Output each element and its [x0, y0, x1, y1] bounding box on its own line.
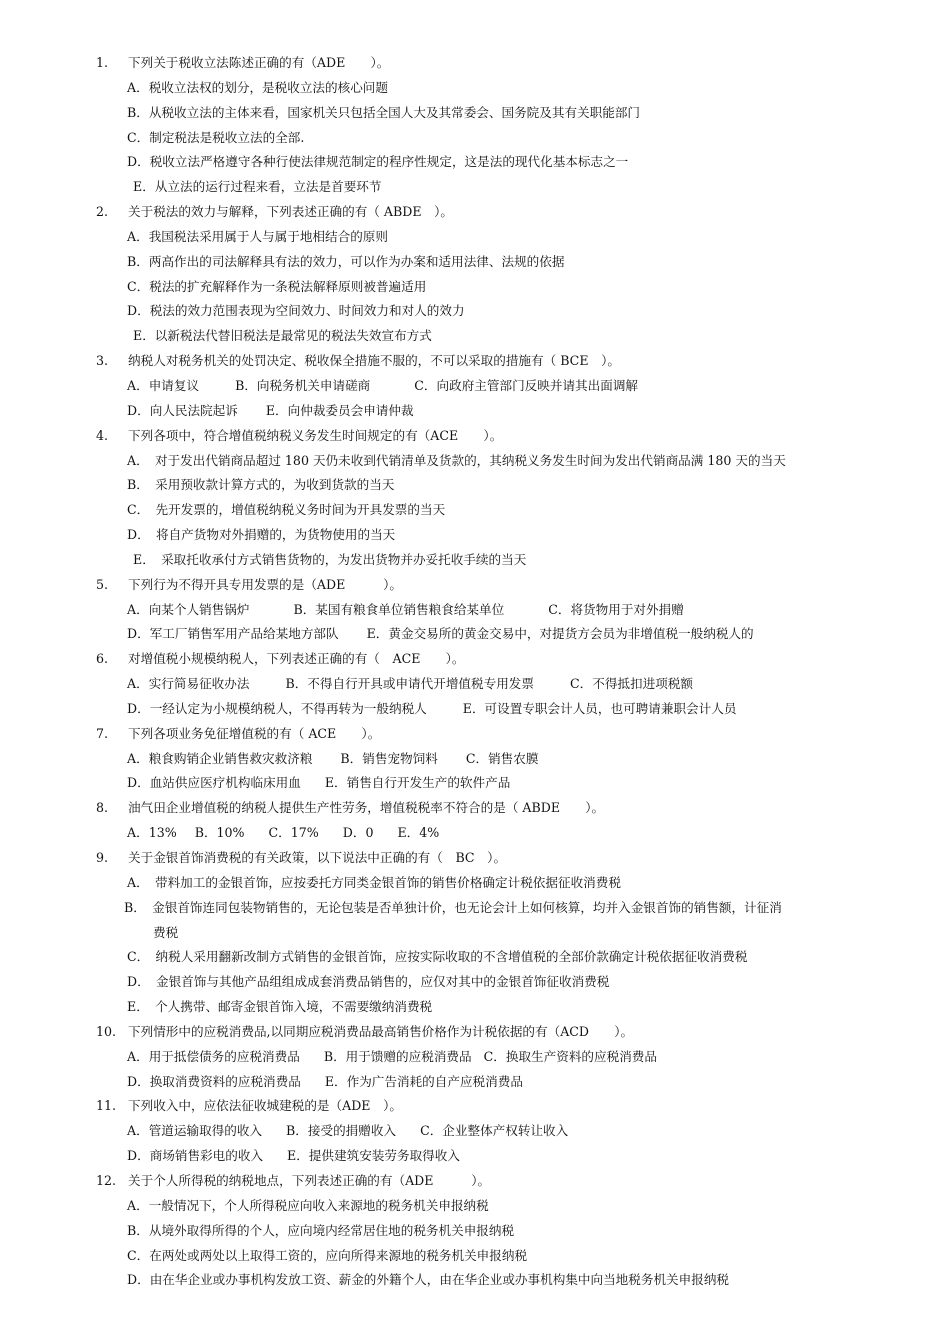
option-c: C．税法的扩充解释作为一条税法解释原则被普遍适用 — [127, 278, 427, 294]
option-a: A．用于抵偿债务的应税消费品 — [127, 1048, 300, 1064]
option-a: A．申请复议 — [127, 377, 200, 393]
question-number: 12. — [96, 1172, 117, 1188]
question-text: 纳税人对税务机关的处罚决定、税收保全措施不服的，不可以采取的措施有（ BCE ）。 — [128, 353, 620, 369]
option-c: C．换取生产资料的应税消费品 — [483, 1048, 657, 1064]
question-10 — [0, 1020, 950, 1045]
question-list — [0, 51, 950, 1293]
question-text: 下列各项业务免征增值税的有（ ACE ）。 — [128, 725, 381, 741]
option-e: E．可设置专职会计人员，也可聘请兼职会计人员 — [462, 700, 737, 716]
option-c: C． 纳税人采用翻新改制方式销售的金银首饰，应按实际收取的不含增值税的全部价款确定计税依据征收消费税 — [127, 949, 748, 965]
option-c: C．不得抵扣进项税额 — [570, 676, 693, 692]
question-number: 6. — [96, 651, 109, 667]
option-row — [0, 821, 950, 846]
option-a: A． 对于发出代销商品超过 180 天仍未收到代销清单及货款的，其纳税义务发生时间为发出代销商品满 180 天的当天 — [127, 452, 786, 468]
option-b: B． 采用预收款计算方式的，为收到货款的当天 — [127, 477, 395, 493]
question-number: 7. — [96, 725, 109, 741]
question-text: 下列关于税收立法陈述正确的有（ADE ）。 — [128, 55, 390, 70]
question-text: 下列行为不得开具专用发票的是（ADE ）。 — [128, 576, 402, 592]
option-row — [0, 771, 950, 796]
option-b: B．向税务机关申请磋商 — [235, 377, 371, 393]
question-text: 下列收入中，应依法征收城建税的是（ADE ）。 — [128, 1098, 402, 1114]
option-c: C．在两处或两处以上取得工资的，应向所得来源地的税务机关申报纳税 — [127, 1247, 528, 1263]
option-d: D．血站供应医疗机构临床用血 — [127, 775, 301, 791]
option-d: D．军工厂销售军用产品给某地方部队 — [127, 626, 339, 642]
option-a: A．向某个人销售锅炉 — [127, 601, 250, 617]
option-row — [0, 1119, 950, 1144]
option-a: A． 带料加工的金银首饰，应按委托方同类金银首饰的销售价格确定计税依据征收消费税 — [127, 874, 621, 890]
option-c: C． 先开发票的，增值税纳税义务时间为开具发票的当天 — [127, 502, 446, 518]
option-d: D．向人民法院起诉 — [127, 402, 238, 418]
question-5 — [0, 573, 950, 598]
option-row — [0, 598, 950, 623]
option-b: B．从境外取得所得的个人，应向境内经常居住地的税务机关申报纳税 — [127, 1222, 515, 1238]
question-number: 3. — [96, 353, 109, 369]
question-number: 2. — [96, 204, 109, 220]
option-a: A．粮食购销企业销售救灾救济粮 — [127, 750, 313, 766]
option-a: A．管道运输取得的收入 — [127, 1123, 263, 1139]
option-d: D．由在华企业或办事机构发放工资、薪金的外籍个人，由在华企业或办事机构集中向当地税务机关申报纳税 — [127, 1272, 730, 1288]
option-c: C．销售农膜 — [465, 750, 539, 766]
question-8 — [0, 796, 950, 821]
question-9 — [0, 846, 950, 871]
option-row — [0, 697, 950, 722]
option-a: A．13% — [127, 825, 177, 841]
option-e: E． 采取托收承付方式销售货物的，为发出货物并办妥托收手续的当天 — [133, 551, 527, 567]
option-d: D．税收立法严格遵守各种行使法律规范制定的程序性规定，这是法的现代化基本标志之一 — [127, 154, 629, 170]
option-b: B．某国有粮食单位销售粮食给某单位 — [293, 601, 505, 617]
option-c: C．17% — [268, 825, 319, 841]
question-7 — [0, 722, 950, 747]
option-d: D．商场销售彩电的收入 — [127, 1148, 264, 1164]
question-12 — [0, 1169, 950, 1194]
option-row — [0, 399, 950, 424]
option-b: B．销售宠物饲料 — [340, 750, 438, 766]
question-text: 下列情形中的应税消费品,以同期应税消费品最高销售价格作为计税依据的有（ACD ）。 — [128, 1023, 634, 1039]
option-b: B．两高作出的司法解释具有法的效力，可以作为办案和适用法律、法规的依据 — [127, 253, 565, 269]
option-c: C．制定税法是税收立法的全部. — [127, 129, 305, 145]
question-number: 9. — [96, 850, 109, 865]
option-b: B．不得自行开具或申请代开增值税专用发票 — [285, 676, 534, 692]
question-number: 8. — [96, 800, 109, 816]
option-e: E．4% — [397, 825, 440, 841]
option-e: E．提供建筑安装劳务取得收入 — [287, 1148, 460, 1164]
option-a: A．税收立法权的划分，是税收立法的核心问题 — [127, 79, 388, 95]
option-e: E．以新税法代替旧税法是最常见的税法失效宣布方式 — [133, 328, 432, 344]
option-e: E．作为广告消耗的自产应税消费品 — [324, 1073, 523, 1089]
question-text: 对增值税小规模纳税人，下列表述正确的有（ ACE ）。 — [128, 651, 465, 667]
option-c: C．企业整体产权转让收入 — [420, 1123, 569, 1139]
question-number: 11. — [96, 1098, 117, 1114]
option-d: D． 将自产货物对外捐赠的，为货物使用的当天 — [127, 527, 396, 543]
option-d: D． 金银首饰与其他产品组组成成套消费品销售的，应仅对其中的金银首饰征收消费税 — [127, 974, 610, 990]
option-b-continued: 费税 — [153, 924, 179, 940]
option-d: D．税法的效力范围表现为空间效力、时间效力和对人的效力 — [127, 303, 465, 319]
option-b: B．接受的捐赠收入 — [286, 1123, 397, 1139]
option-a: A．我国税法采用属于人与属于地相结合的原则 — [127, 228, 388, 244]
question-4 — [0, 424, 950, 449]
option-e: E．销售自行开发生产的软件产品 — [324, 775, 511, 791]
question-number: 10. — [96, 1023, 117, 1039]
option-e: E．黄金交易所的黄金交易中，对提货方会员为非增值税一般纳税人的 — [366, 626, 754, 642]
option-row — [0, 374, 950, 399]
option-b: B．从税收立法的主体来看，国家机关只包括全国人大及其常委会、国务院及其有关职能部门 — [127, 104, 641, 120]
question-number: 5. — [96, 576, 109, 592]
option-d: D．0 — [342, 825, 374, 841]
option-b: B．10% — [194, 825, 245, 841]
option-e: E． 个人携带、邮寄金银首饰入境，不需要缴纳消费税 — [127, 999, 433, 1015]
option-row — [0, 747, 950, 772]
question-number: 4. — [96, 427, 109, 443]
option-e: E．向仲裁委员会申请仲裁 — [265, 402, 414, 418]
option-a: A．实行简易征收办法 — [127, 676, 250, 692]
option-d: D．一经认定为小规模纳税人，不得再转为一般纳税人 — [127, 700, 427, 716]
option-row — [0, 1144, 950, 1169]
option-d: D．换取消费资料的应税消费品 — [127, 1073, 301, 1089]
question-2 — [0, 200, 950, 225]
option-row — [0, 1045, 950, 1070]
option-a: A．一般情况下，个人所得税应向收入来源地的税务机关申报纳税 — [127, 1197, 489, 1213]
question-number: 1. — [96, 55, 109, 70]
option-row — [0, 672, 950, 697]
option-e: E．从立法的运行过程来看，立法是首要环节 — [133, 179, 382, 195]
option-b: B． 金银首饰连同包装物销售的，无论包装是否单独计价，也无论会计上如何核算，均并入金银首饰的销售额，计征消 — [124, 899, 782, 915]
question-3 — [0, 349, 950, 374]
question-text: 下列各项中，符合增值税纳税义务发生时间规定的有（ACE ）。 — [128, 427, 503, 443]
question-1 — [0, 51, 950, 76]
question-text: 关于金银首饰消费税的有关政策，以下说法中正确的有（ BC ）。 — [128, 850, 507, 865]
question-11 — [0, 1094, 950, 1119]
option-b: B．用于馈赠的应税消费品 — [323, 1048, 472, 1064]
option-c: C．向政府主管部门反映并请其出面调解 — [414, 377, 639, 393]
question-6 — [0, 647, 950, 672]
question-text: 油气田企业增值税的纳税人提供生产性劳务，增值税税率不符合的是（ ABDE ）。 — [128, 800, 605, 816]
option-row — [0, 1070, 950, 1095]
question-text: 关于个人所得税的纳税地点，下列表述正确的有（ADE ）。 — [128, 1172, 491, 1188]
question-text: 关于税法的效力与解释，下列表述正确的有（ ABDE ）。 — [128, 204, 453, 220]
option-c: C．将货物用于对外捐赠 — [548, 601, 684, 617]
option-row — [0, 622, 950, 647]
